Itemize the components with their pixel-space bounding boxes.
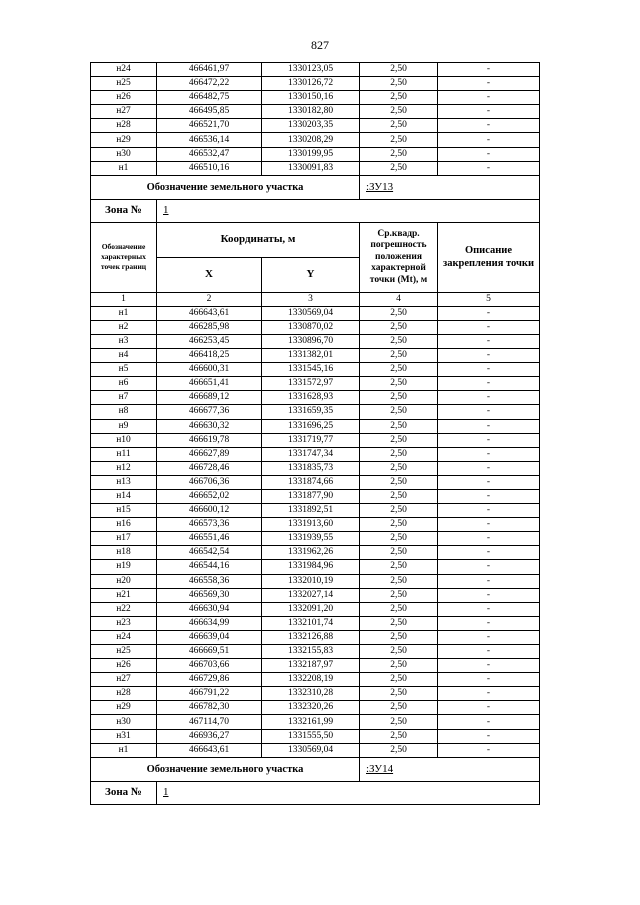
table-row — [91, 475, 540, 489]
table-row — [91, 630, 540, 644]
point-cell: н1 — [91, 306, 157, 320]
top-rows-section — [91, 63, 540, 176]
x-cell: 466536,14 — [157, 133, 262, 147]
description-cell: - — [438, 729, 540, 743]
table-row — [91, 363, 540, 377]
x-cell: 467114,70 — [157, 715, 262, 729]
x-cell: 466551,46 — [157, 532, 262, 546]
x-cell: 466521,70 — [157, 119, 262, 133]
point-cell: н13 — [91, 475, 157, 489]
point-cell: н4 — [91, 349, 157, 363]
accuracy-cell: 2,50 — [360, 645, 438, 659]
table-row — [91, 504, 540, 518]
accuracy-cell: 2,50 — [360, 659, 438, 673]
accuracy-cell: 2,50 — [360, 77, 438, 91]
col-num-5: 5 — [438, 292, 540, 306]
x-cell: 466544,16 — [157, 560, 262, 574]
point-cell: н24 — [91, 630, 157, 644]
point-cell: н17 — [91, 532, 157, 546]
description-cell: - — [438, 363, 540, 377]
plot-label: Обозначение земельного участка — [91, 175, 360, 199]
accuracy-cell: 2,50 — [360, 334, 438, 348]
y-cell: 1331659,35 — [262, 405, 360, 419]
zone-label: Зона № — [91, 781, 157, 804]
table-row — [91, 105, 540, 119]
accuracy-cell: 2,50 — [360, 729, 438, 743]
point-cell: н29 — [91, 701, 157, 715]
point-cell: н6 — [91, 377, 157, 391]
col-num-2: 2 — [157, 292, 262, 306]
description-cell: - — [438, 63, 540, 77]
point-cell: н25 — [91, 645, 157, 659]
accuracy-cell: 2,50 — [360, 349, 438, 363]
accuracy-cell: 2,50 — [360, 701, 438, 715]
point-cell: н15 — [91, 504, 157, 518]
x-cell: 466472,22 — [157, 77, 262, 91]
table-row — [91, 546, 540, 560]
description-cell: - — [438, 147, 540, 161]
y-cell: 1332161,99 — [262, 715, 360, 729]
description-cell: - — [438, 161, 540, 175]
header-coordinates: Координаты, м — [157, 222, 360, 257]
table-row — [91, 701, 540, 715]
plot-label-row-1 — [91, 175, 540, 199]
accuracy-cell: 2,50 — [360, 91, 438, 105]
accuracy-cell: 2,50 — [360, 475, 438, 489]
x-cell: 466643,61 — [157, 743, 262, 757]
table-row — [91, 161, 540, 175]
x-cell: 466706,36 — [157, 475, 262, 489]
x-cell: 466418,25 — [157, 349, 262, 363]
accuracy-cell: 2,50 — [360, 161, 438, 175]
y-cell: 1332010,19 — [262, 574, 360, 588]
point-cell: н8 — [91, 405, 157, 419]
y-cell: 1331877,90 — [262, 489, 360, 503]
x-cell: 466285,98 — [157, 320, 262, 334]
y-cell: 1331913,60 — [262, 518, 360, 532]
accuracy-cell: 2,50 — [360, 306, 438, 320]
y-cell: 1331835,73 — [262, 461, 360, 475]
table-row — [91, 532, 540, 546]
y-cell: 1331939,55 — [262, 532, 360, 546]
point-cell: н23 — [91, 616, 157, 630]
x-cell: 466630,32 — [157, 419, 262, 433]
table-row — [91, 574, 540, 588]
header-point-col: Обозначение характерных точек границ — [91, 222, 157, 292]
accuracy-cell: 2,50 — [360, 391, 438, 405]
description-cell: - — [438, 320, 540, 334]
x-cell: 466461,97 — [157, 63, 262, 77]
x-cell: 466569,30 — [157, 588, 262, 602]
y-cell: 1330569,04 — [262, 743, 360, 757]
y-cell: 1332101,74 — [262, 616, 360, 630]
x-cell: 466791,22 — [157, 687, 262, 701]
point-cell: н25 — [91, 77, 157, 91]
y-cell: 1331892,51 — [262, 504, 360, 518]
accuracy-cell: 2,50 — [360, 433, 438, 447]
header-y: Y — [262, 257, 360, 292]
table-row — [91, 715, 540, 729]
point-cell: н30 — [91, 147, 157, 161]
point-cell: н31 — [91, 729, 157, 743]
accuracy-cell: 2,50 — [360, 602, 438, 616]
y-cell: 1331962,26 — [262, 546, 360, 560]
y-cell: 1331572,97 — [262, 377, 360, 391]
y-cell: 1332027,14 — [262, 588, 360, 602]
description-cell: - — [438, 447, 540, 461]
x-cell: 466651,41 — [157, 377, 262, 391]
point-cell: н2 — [91, 320, 157, 334]
y-cell: 1330208,29 — [262, 133, 360, 147]
table-row — [91, 645, 540, 659]
plot-label-row-2 — [91, 757, 540, 781]
point-cell: н28 — [91, 687, 157, 701]
accuracy-cell: 2,50 — [360, 743, 438, 757]
accuracy-cell: 2,50 — [360, 546, 438, 560]
accuracy-cell: 2,50 — [360, 518, 438, 532]
accuracy-cell: 2,50 — [360, 489, 438, 503]
x-cell: 466532,47 — [157, 147, 262, 161]
point-cell: н19 — [91, 560, 157, 574]
accuracy-cell: 2,50 — [360, 119, 438, 133]
table-row — [91, 602, 540, 616]
point-cell: н28 — [91, 119, 157, 133]
table-row — [91, 119, 540, 133]
y-cell: 1330199,95 — [262, 147, 360, 161]
header-row-1 — [91, 222, 540, 257]
description-cell: - — [438, 377, 540, 391]
table-row — [91, 560, 540, 574]
y-cell: 1330569,04 — [262, 306, 360, 320]
point-cell: н3 — [91, 334, 157, 348]
description-cell: - — [438, 518, 540, 532]
table-row — [91, 461, 540, 475]
zone-value: 1 — [157, 781, 540, 804]
accuracy-cell: 2,50 — [360, 715, 438, 729]
table-row — [91, 349, 540, 363]
y-cell: 1331719,77 — [262, 433, 360, 447]
y-cell: 1331382,01 — [262, 349, 360, 363]
y-cell: 1331555,50 — [262, 729, 360, 743]
description-cell: - — [438, 659, 540, 673]
point-cell: н9 — [91, 419, 157, 433]
x-cell: 466253,45 — [157, 334, 262, 348]
table-row — [91, 320, 540, 334]
table-row — [91, 687, 540, 701]
column-number-row — [91, 292, 540, 306]
x-cell: 466558,36 — [157, 574, 262, 588]
description-cell: - — [438, 306, 540, 320]
point-cell: н21 — [91, 588, 157, 602]
table-row — [91, 616, 540, 630]
x-cell: 466703,66 — [157, 659, 262, 673]
table-row — [91, 673, 540, 687]
point-cell: н14 — [91, 489, 157, 503]
y-cell: 1331545,16 — [262, 363, 360, 377]
y-cell: 1332126,88 — [262, 630, 360, 644]
description-cell: - — [438, 119, 540, 133]
table-row — [91, 77, 540, 91]
y-cell: 1332187,97 — [262, 659, 360, 673]
table-row — [91, 729, 540, 743]
point-cell: н11 — [91, 447, 157, 461]
zone-label: Зона № — [91, 199, 157, 222]
accuracy-cell: 2,50 — [360, 687, 438, 701]
y-cell: 1330182,80 — [262, 105, 360, 119]
point-cell: н1 — [91, 161, 157, 175]
y-cell: 1331874,66 — [262, 475, 360, 489]
x-cell: 466728,46 — [157, 461, 262, 475]
x-cell: 466689,12 — [157, 391, 262, 405]
zone-row-1 — [91, 199, 540, 222]
table-row — [91, 377, 540, 391]
table-row — [91, 447, 540, 461]
x-cell: 466782,30 — [157, 701, 262, 715]
y-cell: 1330203,35 — [262, 119, 360, 133]
plot-value: :ЗУ13 — [360, 175, 540, 199]
description-cell: - — [438, 504, 540, 518]
table-row — [91, 91, 540, 105]
zone-value: 1 — [157, 199, 540, 222]
table-row — [91, 489, 540, 503]
description-cell: - — [438, 616, 540, 630]
accuracy-cell: 2,50 — [360, 363, 438, 377]
description-cell: - — [438, 461, 540, 475]
description-cell: - — [438, 405, 540, 419]
y-cell: 1331696,25 — [262, 419, 360, 433]
point-cell: н29 — [91, 133, 157, 147]
header-x: X — [157, 257, 262, 292]
point-cell: н26 — [91, 659, 157, 673]
table-row — [91, 405, 540, 419]
x-cell: 466627,89 — [157, 447, 262, 461]
description-cell: - — [438, 701, 540, 715]
description-cell: - — [438, 715, 540, 729]
y-cell: 1330896,70 — [262, 334, 360, 348]
y-cell: 1332155,83 — [262, 645, 360, 659]
description-cell: - — [438, 574, 540, 588]
table-row — [91, 419, 540, 433]
y-cell: 1332208,19 — [262, 673, 360, 687]
accuracy-cell: 2,50 — [360, 616, 438, 630]
y-cell: 1330126,72 — [262, 77, 360, 91]
point-cell: н27 — [91, 673, 157, 687]
accuracy-cell: 2,50 — [360, 560, 438, 574]
description-cell: - — [438, 687, 540, 701]
table-row — [91, 743, 540, 757]
accuracy-cell: 2,50 — [360, 133, 438, 147]
description-cell: - — [438, 532, 540, 546]
table-row — [91, 63, 540, 77]
y-cell: 1331984,96 — [262, 560, 360, 574]
description-cell: - — [438, 349, 540, 363]
point-cell: н27 — [91, 105, 157, 119]
table-row — [91, 133, 540, 147]
x-cell: 466643,61 — [157, 306, 262, 320]
description-cell: - — [438, 645, 540, 659]
point-cell: н7 — [91, 391, 157, 405]
main-rows-section — [91, 306, 540, 757]
header-accuracy: Ср.квадр. погрешность положения характерной точки (Mt), м — [360, 222, 438, 292]
x-cell: 466729,86 — [157, 673, 262, 687]
description-cell: - — [438, 133, 540, 147]
accuracy-cell: 2,50 — [360, 405, 438, 419]
point-cell: н20 — [91, 574, 157, 588]
accuracy-cell: 2,50 — [360, 377, 438, 391]
table-row — [91, 391, 540, 405]
page-number: 827 — [311, 38, 329, 52]
plot-label: Обозначение земельного участка — [91, 757, 360, 781]
zone-row-2 — [91, 781, 540, 804]
x-cell: 466482,75 — [157, 91, 262, 105]
y-cell: 1332320,26 — [262, 701, 360, 715]
coordinates-table — [90, 62, 540, 805]
x-cell: 466619,78 — [157, 433, 262, 447]
description-cell: - — [438, 91, 540, 105]
x-cell: 466652,02 — [157, 489, 262, 503]
accuracy-cell: 2,50 — [360, 630, 438, 644]
description-cell: - — [438, 77, 540, 91]
x-cell: 466495,85 — [157, 105, 262, 119]
point-cell: н22 — [91, 602, 157, 616]
point-cell: н24 — [91, 63, 157, 77]
y-cell: 1332310,28 — [262, 687, 360, 701]
point-cell: н12 — [91, 461, 157, 475]
table-row — [91, 588, 540, 602]
description-cell: - — [438, 546, 540, 560]
description-cell: - — [438, 391, 540, 405]
y-cell: 1330150,16 — [262, 91, 360, 105]
x-cell: 466600,12 — [157, 504, 262, 518]
accuracy-cell: 2,50 — [360, 673, 438, 687]
accuracy-cell: 2,50 — [360, 320, 438, 334]
accuracy-cell: 2,50 — [360, 63, 438, 77]
accuracy-cell: 2,50 — [360, 504, 438, 518]
x-cell: 466510,16 — [157, 161, 262, 175]
x-cell: 466630,94 — [157, 602, 262, 616]
description-cell: - — [438, 489, 540, 503]
y-cell: 1331628,93 — [262, 391, 360, 405]
description-cell: - — [438, 419, 540, 433]
col-num-1: 1 — [91, 292, 157, 306]
accuracy-cell: 2,50 — [360, 419, 438, 433]
accuracy-cell: 2,50 — [360, 105, 438, 119]
x-cell: 466677,36 — [157, 405, 262, 419]
col-num-3: 3 — [262, 292, 360, 306]
table-row — [91, 147, 540, 161]
accuracy-cell: 2,50 — [360, 147, 438, 161]
point-cell: н10 — [91, 433, 157, 447]
description-cell: - — [438, 433, 540, 447]
x-cell: 466936,27 — [157, 729, 262, 743]
y-cell: 1331747,34 — [262, 447, 360, 461]
point-cell: н16 — [91, 518, 157, 532]
description-cell: - — [438, 630, 540, 644]
header-description: Описание закрепления точки — [438, 222, 540, 292]
x-cell: 466669,51 — [157, 645, 262, 659]
point-cell: н30 — [91, 715, 157, 729]
accuracy-cell: 2,50 — [360, 532, 438, 546]
description-cell: - — [438, 743, 540, 757]
point-cell: н5 — [91, 363, 157, 377]
accuracy-cell: 2,50 — [360, 574, 438, 588]
plot-value: :ЗУ14 — [360, 757, 540, 781]
table-row — [91, 433, 540, 447]
description-cell: - — [438, 602, 540, 616]
x-cell: 466634,99 — [157, 616, 262, 630]
table-row — [91, 659, 540, 673]
accuracy-cell: 2,50 — [360, 588, 438, 602]
table-row — [91, 518, 540, 532]
y-cell: 1330123,05 — [262, 63, 360, 77]
x-cell: 466639,04 — [157, 630, 262, 644]
x-cell: 466600,31 — [157, 363, 262, 377]
description-cell: - — [438, 673, 540, 687]
description-cell: - — [438, 588, 540, 602]
description-cell: - — [438, 560, 540, 574]
x-cell: 466573,36 — [157, 518, 262, 532]
y-cell: 1332091,20 — [262, 602, 360, 616]
x-cell: 466542,54 — [157, 546, 262, 560]
point-cell: н18 — [91, 546, 157, 560]
description-cell: - — [438, 105, 540, 119]
accuracy-cell: 2,50 — [360, 447, 438, 461]
y-cell: 1330870,02 — [262, 320, 360, 334]
col-num-4: 4 — [360, 292, 438, 306]
accuracy-cell: 2,50 — [360, 461, 438, 475]
point-cell: н1 — [91, 743, 157, 757]
description-cell: - — [438, 334, 540, 348]
point-cell: н26 — [91, 91, 157, 105]
table-row — [91, 334, 540, 348]
y-cell: 1330091,83 — [262, 161, 360, 175]
description-cell: - — [438, 475, 540, 489]
table-row — [91, 306, 540, 320]
